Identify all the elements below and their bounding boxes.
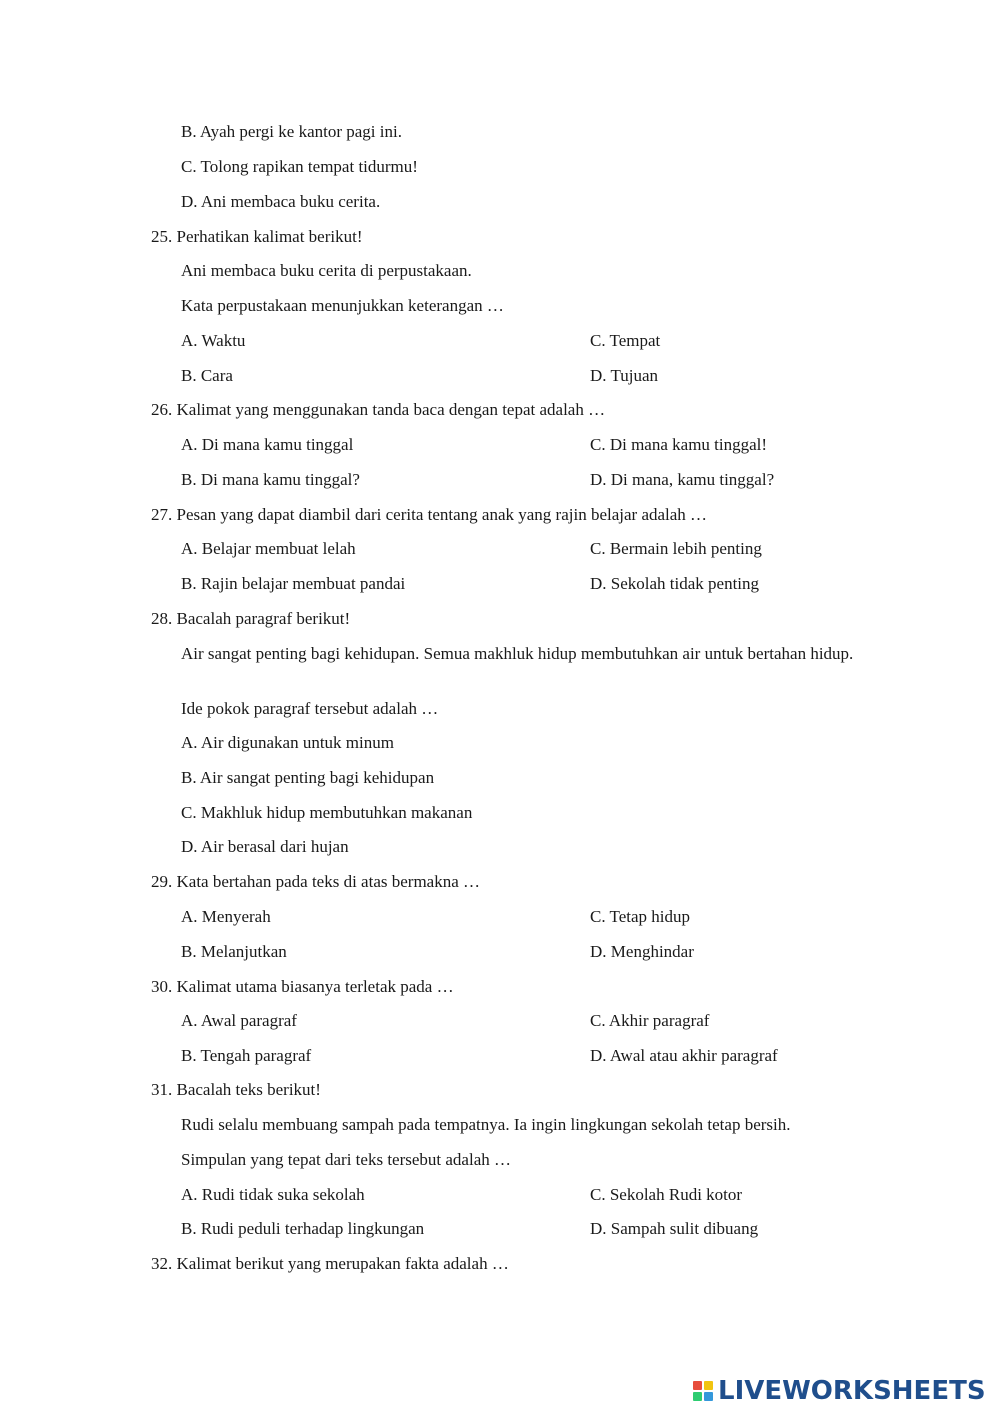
option-b: B. Ayah pergi ke kantor pagi ini. [181, 122, 402, 141]
q31-option-b: B. Rudi peduli terhadap lingkungan [181, 1219, 425, 1238]
logo-square [704, 1392, 713, 1401]
q28-option-c: C. Makhluk hidup membutuhkan makanan [181, 803, 473, 822]
q25-option-b: B. Cara [181, 366, 233, 385]
q29-option-a: A. Menyerah [181, 907, 271, 926]
question-28: 28. Bacalah paragraf berikut! [151, 609, 351, 628]
q30-option-c: C. Akhir paragraf [590, 1011, 710, 1030]
question-32: 32. Kalimat berikut yang merupakan fakta adalah … [151, 1254, 509, 1273]
q27-option-c: C. Bermain lebih penting [590, 539, 762, 558]
logo-square [693, 1392, 702, 1401]
q27-option-d: D. Sekolah tidak penting [590, 574, 760, 593]
q26-option-b: B. Di mana kamu tinggal? [181, 470, 360, 489]
q27-option-a: A. Belajar membuat lelah [181, 539, 356, 558]
question-25: 25. Perhatikan kalimat berikut! [151, 227, 363, 246]
q27-option-b: B. Rajin belajar membuat pandai [181, 574, 406, 593]
question-28-paragraph: Air sangat penting bagi kehidupan. Semua makhluk hidup membutuhkan air untuk bertahan hidup. [181, 644, 854, 663]
q30-option-a: A. Awal paragraf [181, 1011, 297, 1030]
question-30: 30. Kalimat utama biasanya terletak pada … [151, 977, 454, 996]
question-27: 27. Pesan yang dapat diambil dari cerita tentang anak yang rajin belajar adalah … [151, 505, 708, 524]
question-25-prompt: Kata perpustakaan menunjukkan keterangan … [181, 296, 504, 315]
q31-option-d: D. Sampah sulit dibuang [590, 1219, 759, 1238]
question-31: 31. Bacalah teks berikut! [151, 1080, 321, 1099]
q26-option-a: A. Di mana kamu tinggal [181, 435, 354, 454]
q25-option-a: A. Waktu [181, 331, 246, 350]
q29-option-c: C. Tetap hidup [590, 907, 691, 926]
liveworksheets-wordmark: LIVEWORKSHEETS [718, 1376, 986, 1406]
q30-option-d: D. Awal atau akhir paragraf [590, 1046, 778, 1065]
q26-option-c: C. Di mana kamu tinggal! [590, 435, 768, 454]
q25-option-c: C. Tempat [590, 331, 661, 350]
q29-option-b: B. Melanjutkan [181, 942, 287, 961]
q25-option-d: D. Tujuan [590, 366, 659, 385]
logo-square [693, 1381, 702, 1390]
question-29: 29. Kata bertahan pada teks di atas bermakna … [151, 872, 481, 891]
q29-option-d: D. Menghindar [590, 942, 694, 961]
q28-option-a: A. Air digunakan untuk minum [181, 733, 394, 752]
q31-option-a: A. Rudi tidak suka sekolah [181, 1185, 365, 1204]
question-25-sentence: Ani membaca buku cerita di perpustakaan. [181, 261, 472, 280]
q28-option-d: D. Air berasal dari hujan [181, 837, 349, 856]
question-31-text: Rudi selalu membuang sampah pada tempatnya. Ia ingin lingkungan sekolah tetap bersih. [181, 1115, 791, 1134]
logo-square [704, 1381, 713, 1390]
option-d: D. Ani membaca buku cerita. [181, 192, 381, 211]
question-31-prompt: Simpulan yang tepat dari teks tersebut adalah … [181, 1150, 511, 1169]
q28-option-b: B. Air sangat penting bagi kehidupan [181, 768, 435, 787]
liveworksheets-logo [693, 1377, 986, 1405]
q31-option-c: C. Sekolah Rudi kotor [590, 1185, 743, 1204]
question-26: 26. Kalimat yang menggunakan tanda baca dengan tepat adalah … [151, 400, 606, 419]
q26-option-d: D. Di mana, kamu tinggal? [590, 470, 775, 489]
liveworksheets-logo-icon [693, 1381, 713, 1401]
option-c: C. Tolong rapikan tempat tidurmu! [181, 157, 418, 176]
q30-option-b: B. Tengah paragraf [181, 1046, 312, 1065]
question-28-prompt: Ide pokok paragraf tersebut adalah … [181, 699, 439, 718]
